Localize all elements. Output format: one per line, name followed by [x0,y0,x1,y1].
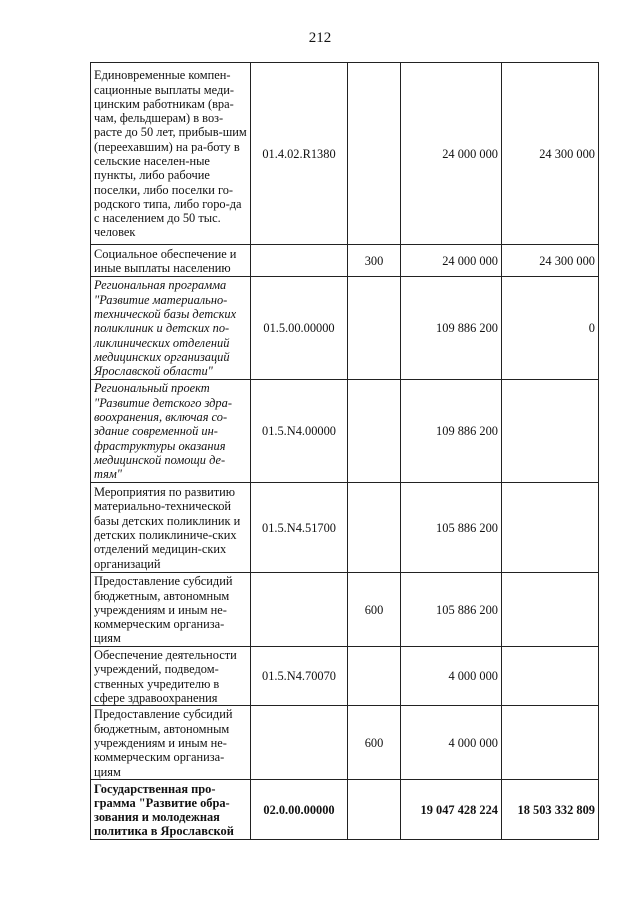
row-name-cell: Обеспечение деятельности учреждений, подведом-ственных учредителю в сфере здравоохранения [91,647,251,706]
row-code-cell: 01.4.02.R1380 [251,63,348,245]
row-name-cell: Социальное обеспечение и иные выплаты населению [91,245,251,277]
row-amount-1-cell: 105 886 200 [401,573,502,647]
page-number: 212 [308,30,332,46]
table-row [91,277,599,380]
row-code-cell: 01.5.00.00000 [251,277,348,380]
row-expense-type-cell [348,483,401,573]
row-amount-1-cell: 4 000 000 [401,706,502,780]
row-code-cell: 01.5.N4.51700 [251,483,348,573]
row-amount-2-cell: 24 300 000 [502,63,599,245]
row-expense-type-cell [348,63,401,245]
row-code-cell [251,706,348,780]
row-amount-2-cell: 24 300 000 [502,245,599,277]
row-name-cell: Государственная про-грамма "Развитие обра-зования и молодежная политика в Ярославской [91,780,251,840]
row-name-cell: Региональная программа "Развитие материально-технической базы детских поликлиник и детских по-ликлинических отделений медицинских организаций Ярославской области" [91,277,251,380]
row-name-cell: Предоставление субсидий бюджетным, автономным учреждениям и иным не-коммерческим организа-циям [91,706,251,780]
row-amount-2-cell [502,380,599,483]
row-amount-1-cell: 109 886 200 [401,277,502,380]
row-code-cell [251,245,348,277]
table-row [91,245,599,277]
row-expense-type-cell [348,380,401,483]
table-row [91,380,599,483]
row-amount-2-cell: 0 [502,277,599,380]
row-amount-2-cell: 18 503 332 809 [502,780,599,840]
budget-table [90,62,599,840]
row-amount-2-cell [502,706,599,780]
row-expense-type-cell: 300 [348,245,401,277]
row-expense-type-cell [348,780,401,840]
row-name-cell: Единовременные компен-сационные выплаты меди-цинским работникам (вра-чам, фельдшерам) в воз-расте до 50 лет, прибыв-шим (переехавшим) на ра-боту в сельские населен-ные пункты, либо рабочие поселки, либо поселки го-родского типа, либо горо-да с населением до 50 тыс. человек [91,63,251,245]
row-amount-1-cell: 24 000 000 [401,63,502,245]
row-amount-1-cell: 24 000 000 [401,245,502,277]
row-code-cell: 02.0.00.00000 [251,780,348,840]
row-amount-1-cell: 109 886 200 [401,380,502,483]
table-row [91,706,599,780]
row-code-cell [251,573,348,647]
table-row [91,780,599,840]
row-expense-type-cell: 600 [348,706,401,780]
table-row [91,483,599,573]
row-amount-2-cell [502,647,599,706]
row-amount-2-cell [502,573,599,647]
row-amount-1-cell: 105 886 200 [401,483,502,573]
row-code-cell: 01.5.N4.00000 [251,380,348,483]
row-expense-type-cell: 600 [348,573,401,647]
row-amount-1-cell: 4 000 000 [401,647,502,706]
row-code-cell: 01.5.N4.70070 [251,647,348,706]
row-name-cell: Предоставление субсидий бюджетным, автономным учреждениям и иным не-коммерческим организа-циям [91,573,251,647]
row-amount-1-cell: 19 047 428 224 [401,780,502,840]
row-name-cell: Региональный проект "Развитие детского здра-воохранения, включая со-здание современной ин-фраструктуры оказания медицинской помощи де-тям" [91,380,251,483]
table-row [91,647,599,706]
table-row [91,573,599,647]
row-name-cell: Мероприятия по развитию материально-технической базы детских поликлиник и детских поликлиниче-ских отделений медицин-ских организаций [91,483,251,573]
row-expense-type-cell [348,647,401,706]
table-row [91,63,599,245]
row-expense-type-cell [348,277,401,380]
row-amount-2-cell [502,483,599,573]
